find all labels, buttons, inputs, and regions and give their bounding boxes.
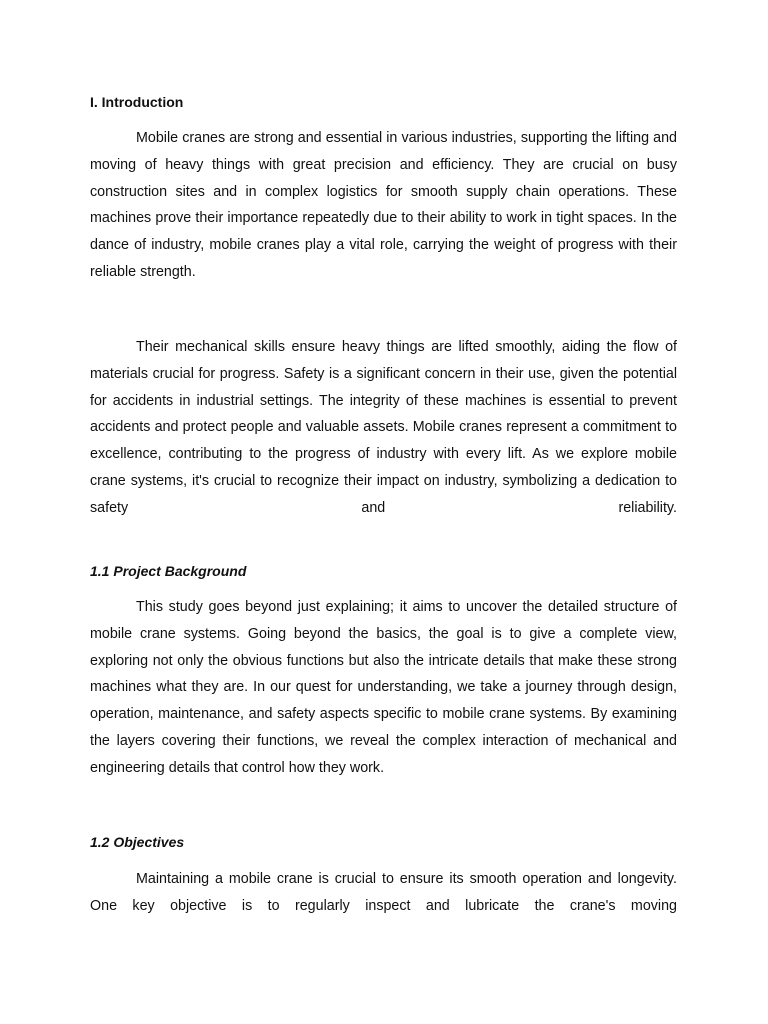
project-background-paragraph: This study goes beyond just explaining; it aims to uncover the detailed structure of mobile crane systems. Going beyond the basics, the goal is to give a complete view, exploring not only the obvious functions but also the intricate details that make these strong machines what they are. In our quest for understanding, we take a journey through design, operation, maintenance, and safety aspects specific to mobile crane systems. By examining the layers covering their functions, we reveal the complex interaction of mechanical and engineering details that control how they work. (90, 599, 677, 776)
objectives-heading: 1.2 Objectives (90, 834, 185, 850)
intro-paragraph-1: Mobile cranes are strong and essential in various industries, supporting the lifting and moving of heavy things with great precision and efficiency. They are crucial on busy construction sites and in complex logistics for smooth supply chain operations. These machines prove their importance repeatedly due to their ability to work in tight spaces. In the dance of industry, mobile cranes play a vital role, carrying the weight of progress with their reliable strength. (90, 130, 677, 280)
project-background-heading: 1.1 Project Background (90, 563, 247, 579)
objectives-paragraph: Maintaining a mobile crane is crucial to ensure its smooth operation and longevity. One key objective is to regularly inspect and lubricate the crane's moving (90, 871, 677, 914)
intro-heading: I. Introduction (90, 94, 184, 110)
intro-paragraph-2: Their mechanical skills ensure heavy things are lifted smoothly, aiding the flow of materials crucial for progress. Safety is a significant concern in their use, given the potential for accidents in industrial settings. The integrity of these machines is essential to prevent accidents and protect people and valuable assets. Mobile cranes represent a commitment to excellence, contributing to the progress of industry with every lift. As we explore mobile crane systems, it's crucial to recognize their impact on industry, symbolizing a dedication to safety and reliability. (90, 339, 677, 516)
